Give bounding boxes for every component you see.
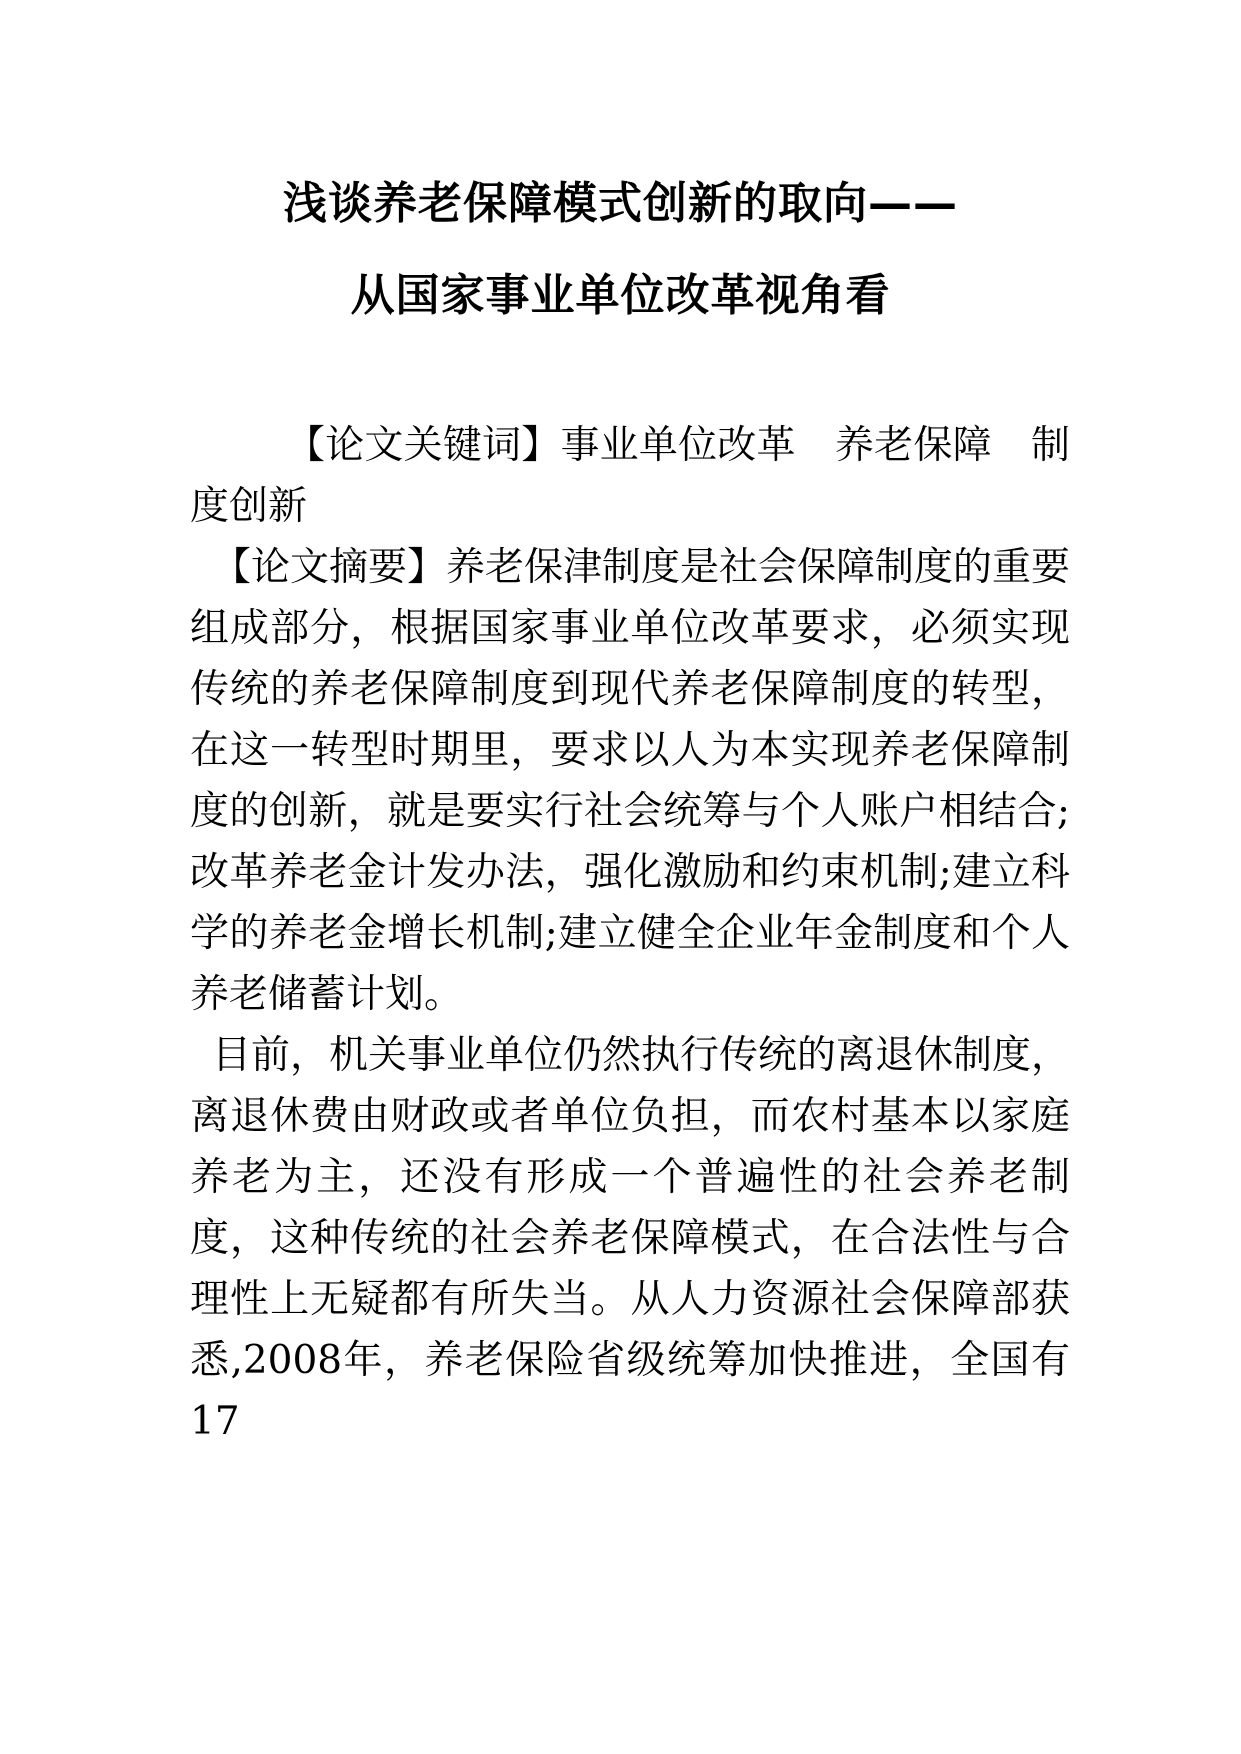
title-line-2: 从国家事业单位改革视角看 <box>350 270 891 321</box>
abstract-paragraph: 【论文摘要】养老保津制度是社会保障制度的重要组成部分，根据国家事业单位改革要求，必须实现传统的养老保障制度到现代养老保障制度的转型，在这一转型时期里，要求以人为本实现养老保障制度的创新，就是要实行社会统筹与个人账户相结合;改革养老金计发办法，强化激励和约束机制;建立科学的养老金增长机制;建立健全企业年金制度和个人养老储蓄计划。 <box>190 545 1071 1017</box>
keywords-paragraph: 【论文关键词】事业单位改革 养老保障 制度创新 <box>190 423 1070 529</box>
paper-body <box>190 415 1070 1452</box>
paper-title <box>0 158 1241 342</box>
body-paragraph: 目前，机关事业单位仍然执行传统的离退休制度，离退休费由财政或者单位负担，而农村基本以家庭养老为主，还没有形成一个普遍性的社会养老制度，这种传统的社会养老保障模式，在合法性与合理性上无疑都有所失当。从人力资源社会保障部获悉,2008年，养老保险省级统筹加快推进，全国有 17 <box>190 1033 1071 1444</box>
title-line-1: 浅谈养老保障模式创新的取向—— <box>283 178 958 229</box>
